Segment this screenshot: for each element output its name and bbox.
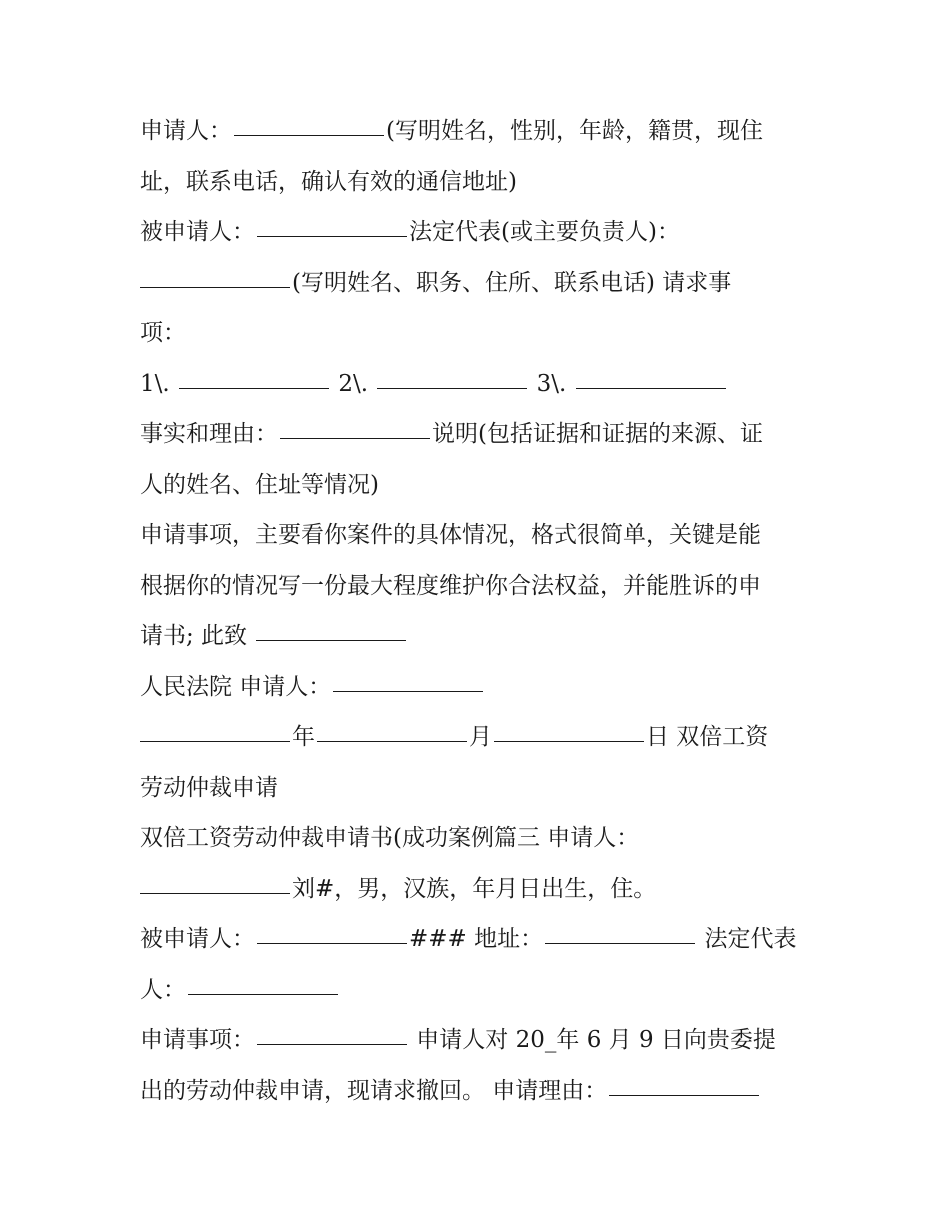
salutation-blank [256, 640, 406, 641]
applicant-note: (写明姓名，性别，年龄，籍贯，现住 [386, 118, 763, 144]
case-legal-rep-blank [188, 994, 338, 995]
text-run: 项： [140, 320, 186, 346]
facts-line [140, 409, 820, 460]
claim-item-1-label: 1\. [140, 370, 178, 397]
document-body [140, 106, 820, 1116]
claims-items-line [140, 359, 820, 410]
facts-label: 事实和理由： [140, 421, 278, 447]
text-run: 人的姓名、住址等情况) [140, 471, 379, 498]
legal-rep-note: (写明姓名、职务、住所、联系电话) 请求事 [292, 269, 732, 296]
reason-blank [609, 1095, 759, 1096]
case-withdraw-line [140, 1066, 820, 1117]
case-respondent-line [140, 914, 820, 965]
applicant-line [140, 106, 820, 157]
court-applicant-label: 人民法院 申请人： [140, 673, 332, 700]
case-claims-blank [257, 1044, 407, 1045]
case-claims-label: 申请事项： [140, 1027, 255, 1053]
legal-rep-line [140, 258, 820, 309]
applicant-blank [234, 135, 384, 136]
salutation-label: 请书; 此致 [140, 623, 255, 649]
facts-note-cont [140, 460, 820, 511]
section-title [140, 763, 820, 814]
case-respondent-blank [257, 943, 407, 944]
court-applicant-blank [333, 691, 483, 692]
applicant-note-cont [140, 157, 820, 208]
month-label: 月 [469, 724, 492, 750]
applicant-label: 申请人： [140, 118, 232, 144]
paragraph-line [140, 510, 820, 561]
legal-rep-label-cont: 人： [140, 976, 186, 1003]
facts-blank [280, 438, 430, 439]
case-title-line [140, 813, 820, 864]
case-claims-line [140, 1015, 820, 1066]
claims-label-cont [140, 308, 820, 359]
legal-rep-blank [140, 287, 290, 288]
court-line [140, 662, 820, 713]
claim-item-1-blank [179, 388, 329, 389]
salutation-line [140, 611, 820, 662]
case-applicant-info: 刘#，男，汉族，年月日出生，住。 [292, 875, 657, 902]
claim-item-2-blank [377, 388, 527, 389]
day-label: 日 双倍工资 [646, 724, 769, 750]
text-run: 劳动仲裁申请 [140, 774, 278, 801]
year-label: 年 [292, 724, 315, 750]
case-applicant-line [140, 864, 820, 915]
respondent-label: 被申请人： [140, 219, 255, 245]
respondent-line [140, 207, 820, 258]
legal-rep-label: 法定代表(或主要负责人)： [409, 219, 680, 245]
text-run: 址，联系电话，确认有效的通信地址) [140, 168, 517, 195]
facts-note: 说明(包括证据和证据的来源、证 [432, 421, 763, 447]
claim-item-2-label: 2\. [331, 370, 376, 397]
address-label: ### 地址： [409, 926, 544, 952]
day-blank [494, 741, 644, 742]
case-withdraw-text: 出的劳动仲裁申请，现请求撤回。 申请理由： [140, 1077, 608, 1104]
claim-item-3-label: 3\. [529, 370, 574, 397]
case-applicant-blank [140, 893, 290, 894]
year-blank [140, 741, 290, 742]
claim-item-3-blank [576, 388, 726, 389]
text-run: 根据你的情况写一份最大程度维护你合法权益，并能胜诉的申 [140, 572, 761, 599]
text-run: 申请事项，主要看你案件的具体情况，格式很简单，关键是能 [140, 522, 761, 548]
paragraph-line [140, 561, 820, 612]
respondent-blank [257, 236, 407, 237]
case-legal-rep-line [140, 965, 820, 1016]
case-claims-text: 申请人对 20_年 6 月 9 日向贵委提 [409, 1027, 776, 1053]
case-respondent-label: 被申请人： [140, 926, 255, 952]
month-blank [317, 741, 467, 742]
legal-rep-label-2: 法定代表 [697, 926, 797, 952]
text-run: 双倍工资劳动仲裁申请书(成功案例篇三 申请人： [140, 825, 640, 851]
date-line [140, 712, 820, 763]
address-blank [545, 943, 695, 944]
